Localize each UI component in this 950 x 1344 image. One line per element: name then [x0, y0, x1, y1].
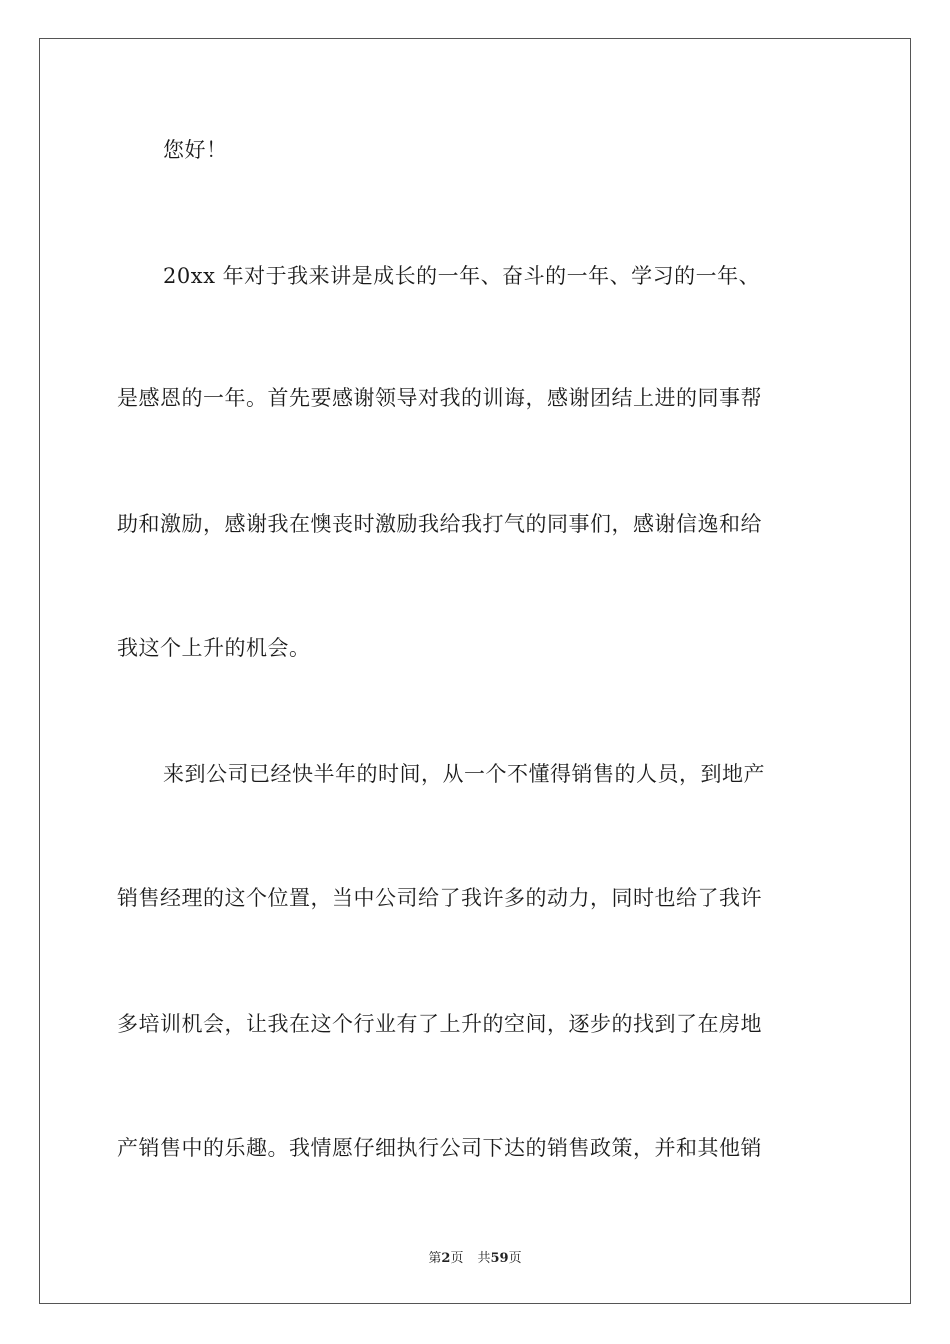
greeting-line: 您好！	[163, 138, 228, 162]
paragraph-2-line-4: 产销售中的乐趣。我情愿仔细执行公司下达的销售政策，并和其他销	[117, 1136, 762, 1160]
total-prefix: 共	[477, 1251, 491, 1266]
total-suffix: 页	[508, 1251, 522, 1266]
page-number: 2	[441, 1251, 451, 1266]
total-pages: 59	[490, 1251, 509, 1266]
paragraph-1-line-2: 是感恩的一年。首先要感谢领导对我的训诲，感谢团结上进的同事帮	[117, 386, 762, 410]
page-footer	[0, 1247, 950, 1266]
page-prefix: 第	[428, 1251, 442, 1266]
page-suffix: 页	[450, 1251, 464, 1266]
paragraph-2-line-3: 多培训机会，让我在这个行业有了上升的空间，逐步的找到了在房地	[117, 1012, 762, 1036]
paragraph-2-line-1: 来到公司已经快半年的时间，从一个不懂得销售的人员，到地产	[163, 762, 765, 786]
paragraph-2-line-2: 销售经理的这个位置，当中公司给了我许多的动力，同时也给了我许	[117, 886, 762, 910]
paragraph-1-line-3: 助和激励，感谢我在懊丧时激励我给我打气的同事们，感谢信逸和给	[117, 512, 762, 536]
paragraph-1-line-1: 20xx 年对于我来讲是成长的一年、奋斗的一年、学习的一年、	[163, 264, 761, 288]
paragraph-1-line-4: 我这个上升的机会。	[117, 636, 311, 660]
page-frame	[39, 38, 911, 1304]
